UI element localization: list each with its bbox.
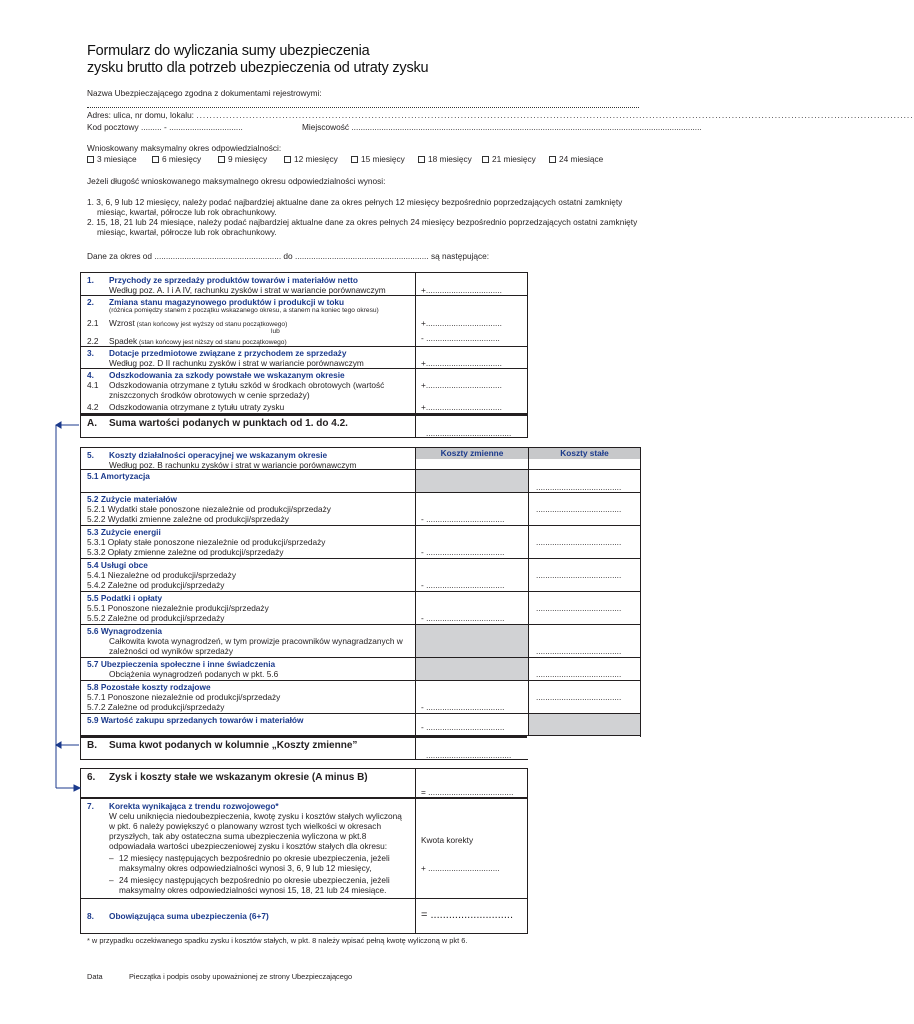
checkbox-icon (482, 156, 489, 163)
period-option-24[interactable]: 24 miesiące (549, 154, 603, 164)
row-2-2-value[interactable]: - ................................ (421, 333, 500, 343)
table-row-sum-b: B. Suma kwot podanych w kolumnie „Koszty zmienne” ..................................... (81, 736, 527, 760)
row-3-value[interactable]: +................................. (421, 358, 502, 368)
row-4-1-value[interactable]: +................................. (421, 380, 502, 390)
city-field[interactable]: Miejscowość ........................................................................................................................................................ (302, 122, 702, 132)
rule-1: 1. 3, 6, 9 lub 12 miesięcy, należy podać najbardziej aktualne dane za okres pełnych 12 miesięcy bezpośrednio poprzedzających ostatni zamknięty miesiąc, kwartał, półrocze lub rok obrachunkowy. 2. 15, 18, 21 lub 24 miesiące, należy podać najbardziej aktualne dane za okres pełnych 24 miesięcy bezpośrednio poprzedzających ostatni zamknięty miesiąc, kwartał, półrocze lub rok obrachunkowy. (87, 197, 638, 238)
period-option-3[interactable]: 3 miesiące (87, 154, 137, 164)
footnote: * w przypadku oczekiwanego spadku zysku i kosztów stałych, w pkt. 8 należy wpisać pełną kwotę wyliczoną w pkt 6. (87, 936, 468, 945)
table-row: 5.8 Pozostałe koszty rodzajowe 5.7.1 Ponoszone niezależnie od produkcji/sprzedaży 5.7.2 Zależne od produkcji/sprzedaży - .................................. ..................................... (81, 681, 640, 714)
title-line-2: zysku brutto dla potrzeb ubezpieczenia od utraty zysku (87, 60, 429, 76)
footer-signature-label: Pieczątka i podpis osoby upoważnionej ze strony Ubezpieczającego (129, 972, 353, 981)
address-field[interactable]: Adres: ulica, nr domu, lokalu: ......................................................................................................................................................................................................................... (87, 110, 914, 120)
row-5-8-variable[interactable]: - .................................. (421, 702, 505, 712)
table-row-6: 6. Zysk i koszty stałe we wskazanym okresie (A minus B) = ..................................... (81, 769, 527, 799)
period-options (87, 154, 647, 166)
row-5-5-variable[interactable]: - .................................. (421, 613, 505, 623)
row-5-3-fixed[interactable]: ..................................... (536, 537, 622, 547)
checkbox-icon (218, 156, 225, 163)
table-row: 5.9 Wartość zakupu sprzedanych towarów i materiałów - .................................. (81, 714, 640, 736)
table-row: 1. Przychody ze sprzedaży produktów towarów i materiałów netto Według poz. A. I i A IV, rachunku zysków i strat w wariancie porównawczym +................................. (81, 273, 527, 296)
row-5-6-fixed[interactable]: ..................................... (536, 646, 622, 656)
period-option-15[interactable]: 15 miesięcy (351, 154, 405, 164)
row-5-8-fixed[interactable]: ..................................... (536, 692, 622, 702)
sum-a-value[interactable]: ..................................... (426, 428, 512, 438)
revenue-table (80, 272, 528, 438)
table-row-7: 7. Korekta wynikająca z trendu rozwojowego* W celu uniknięcia niedoubezpieczenia, kwotę zysku i kosztów stałych wyliczoną w pkt. 6 należy powiększyć o planowany wzrost tych wielkości w okresach przyszłych, tak aby ostateczna suma ubezpieczenia wyliczona w pkt.8 odpowiadała wartości ubezpieczeniowej zysku i kosztów stałych dla okresu: – 12 miesięcy następujących bezpośrednio po okresie ubezpieczenia, jeżeli maksymalny okres odpowiedzialności wynosi 3, 6, 9 lub 12 miesięcy, – 24 miesięcy następujących bezpośrednio po okresie ubezpieczenia, jeżeli maksymalny okres odpowiedzialności wynosi 15, 18, 21 lub 24 miesiące. Kwota korekty + ............................... (81, 799, 527, 899)
table-row: 3. Dotacje przedmiotowe związane z przychodem ze sprzedaży Według poz. D II rachunku zysków i strat w wariancie porównawczym +................................. (81, 347, 527, 369)
insured-name-field[interactable] (87, 100, 639, 108)
insured-name-label: Nazwa Ubezpieczającego zgodna z dokumentami rejestrowymi: (87, 88, 322, 98)
row-1-value[interactable]: +................................. (421, 285, 502, 295)
table-row: 5.2 Zużycie materiałów 5.2.1 Wydatki stałe ponoszone niezależnie od produkcji/sprzedaży 5.2.2 Wydatki zmienne zależne od produkcji/sprzedaży - .................................. ..................................... (81, 493, 640, 526)
postal-code-field[interactable]: Kod pocztowy ......... - ................................ (87, 122, 243, 132)
period-option-6[interactable]: 6 miesięcy (152, 154, 201, 164)
table-row: 4. Odszkodowania za szkody powstałe we wskazanym okresie 4.1 Odszkodowania otrzymane z tytułu szkód w środkach obrotowych (wartość zniszczonych środków obrotowych w cenie sprzedaży) 4.2 Odszkodowania otrzymane z tytułu utraty zysku +................................. +................................. (81, 369, 527, 414)
row-5-2-variable[interactable]: - .................................. (421, 514, 505, 524)
row-5-2-fixed[interactable]: ..................................... (536, 504, 622, 514)
row-6-value[interactable]: = ..................................... (421, 787, 514, 797)
row-5-4-fixed[interactable]: ..................................... (536, 570, 622, 580)
checkbox-icon (549, 156, 556, 163)
row-5-5-fixed[interactable]: ..................................... (536, 603, 622, 613)
summary-table (80, 768, 528, 934)
checkbox-icon (152, 156, 159, 163)
connector-arrows (50, 420, 84, 792)
page-title (87, 43, 428, 77)
address-label: Adres: ulica, nr domu, lokalu: (87, 110, 197, 120)
checkbox-icon (87, 156, 94, 163)
footer-date-label: Data (87, 972, 103, 981)
table-row: 5.4 Usługi obce 5.4.1 Niezależne od produkcji/sprzedaży 5.4.2 Zależne od produkcji/sprzedaży - .................................. ..................................... (81, 559, 640, 592)
table-row: 5.6 Wynagrodzenia Całkowita kwota wynagrodzeń, w tym prowizje pracowników wynagradzanych w zależności od wyników sprzedaży ..................................... (81, 625, 640, 658)
row-2-1-value[interactable]: +................................. (421, 318, 502, 328)
row-5-3-variable[interactable]: - .................................. (421, 547, 505, 557)
table-header-row: 5. Koszty działalności operacyjnej we wskazanym okresie Według poz. B rachunku zysków i strat w wariancie porównawczym Koszty zmienne Koszty stałe (81, 448, 640, 470)
table-row: 2. Zmiana stanu magazynowego produktów i produkcji w toku (różnica pomiędzy stanem z początku wskazanego okresu, a stanem na koniec tego okresu) 2.1 Wzrost (stan końcowy jest wyższy od stanu początkowego) lub 2.2 Spadek (stan końcowy jest niższy od stanu początkowego) +................................. - ................................ (81, 296, 527, 347)
column-header-variable: Koszty zmienne (416, 448, 528, 459)
row-5-4-variable[interactable]: - .................................. (421, 580, 505, 590)
condition-text: Jeżeli długość wnioskowanego maksymalnego okresu odpowiedzialności wynosi: (87, 176, 386, 186)
table-row: 5.3 Zużycie energii 5.3.1 Opłaty stałe ponoszone niezależnie od produkcji/sprzedaży 5.3.2 Opłaty zmienne zależne od produkcji/sprzedaży - .................................. ..................................... (81, 526, 640, 559)
table-row: 5.5 Podatki i opłaty 5.5.1 Ponoszone niezależnie produkcji/sprzedaży 5.5.2 Zależne od produkcji/sprzedaży - .................................. ..................................... (81, 592, 640, 625)
correction-label: Kwota korekty (421, 835, 474, 845)
checkbox-icon (351, 156, 358, 163)
table-row-sum-a: A. Suma wartości podanych w punktach od 1. do 4.2. ..................................... (81, 414, 527, 438)
period-option-9[interactable]: 9 miesięcy (218, 154, 267, 164)
sum-b-value[interactable]: ..................................... (426, 750, 512, 760)
city-label: Miejscowość (302, 122, 352, 132)
row-5-7-fixed[interactable]: ..................................... (536, 669, 622, 679)
period-option-18[interactable]: 18 miesięcy (418, 154, 472, 164)
table-row-8: 8. Obowiązująca suma ubezpieczenia (6+7) = ........................... (87, 909, 513, 921)
total-sum-value[interactable]: = ........................... (421, 909, 513, 921)
correction-value[interactable]: + ............................... (421, 863, 500, 873)
period-range-field[interactable]: Dane za okres od ....................................................... do .......................................................... są następujące: (87, 251, 490, 261)
title-line-1: Formularz do wyliczania sumy ubezpieczenia (87, 43, 370, 59)
table-row: 5.7 Ubezpieczenia społeczne i inne świadczenia Obciążenia wynagrodzeń podanych w pkt. 5.6 ..................................... (81, 658, 640, 681)
column-header-fixed: Koszty stałe (529, 448, 640, 459)
table-row: 5.1 Amortyzacja ..................................... (81, 470, 640, 493)
period-label: Wnioskowany maksymalny okres odpowiedzialności: (87, 143, 282, 153)
row-4-2-value[interactable]: +................................. (421, 402, 502, 412)
period-option-21[interactable]: 21 miesięcy (482, 154, 536, 164)
row-5-1-fixed[interactable]: ..................................... (536, 482, 622, 492)
period-option-12[interactable]: 12 miesięcy (284, 154, 338, 164)
checkbox-icon (284, 156, 291, 163)
row-5-9-variable[interactable]: - .................................. (421, 722, 505, 732)
costs-table (80, 447, 641, 760)
checkbox-icon (418, 156, 425, 163)
